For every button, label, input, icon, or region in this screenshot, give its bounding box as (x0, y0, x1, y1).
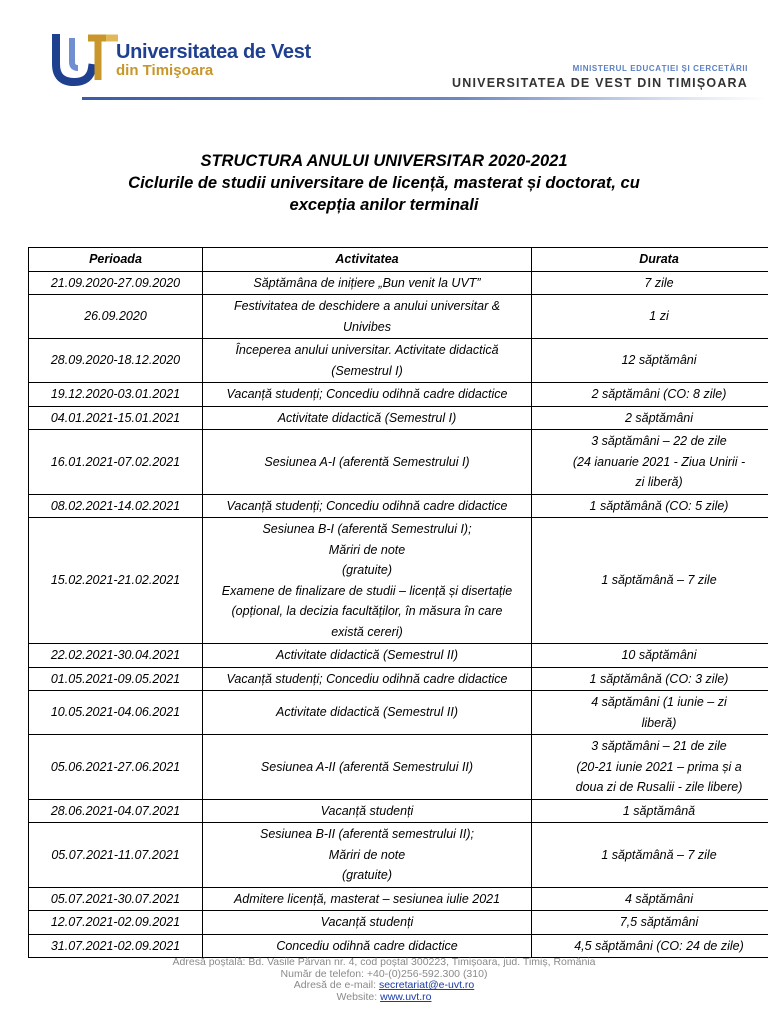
activity-line: Sesiunea B-I (aferentă Semestrului I); (262, 522, 472, 536)
table-row (29, 934, 768, 958)
activity-line: Sesiunea A-I (aferentă Semestrului I) (264, 454, 470, 469)
duration-cell (532, 295, 768, 339)
duration-line: 1 săptămână – 7 zile (601, 847, 717, 862)
period-cell: 26.09.2020 (29, 295, 203, 339)
activity-line: Admitere licență, masterat – sesiunea iulie 2021 (233, 891, 501, 906)
table-row (29, 644, 768, 668)
duration-line: 3 săptămâni – 22 de zile (591, 434, 727, 448)
duration-line: 2 săptămâni (624, 410, 694, 425)
duration-cell (532, 934, 768, 958)
period-cell: 01.05.2021-09.05.2021 (29, 667, 203, 691)
duration-cell (532, 430, 768, 495)
period-cell: 05.06.2021-27.06.2021 (29, 735, 203, 800)
page-header (0, 0, 768, 110)
period-cell: 10.05.2021-04.06.2021 (29, 691, 203, 735)
duration-line: (20-21 iunie 2021 – prima și a (576, 759, 742, 774)
period-cell: 31.07.2021-02.09.2021 (29, 934, 203, 958)
duration-cell (532, 887, 768, 911)
table-row (29, 406, 768, 430)
footer-address: Adresă poștală: Bd. Vasile Pârvan nr. 4, cod poștal 300223, Timișoara, jud. Timiș, România (172, 956, 596, 968)
activity-line: Măriri de note (328, 847, 406, 862)
duration-cell (532, 518, 768, 644)
schedule-table (28, 247, 768, 958)
period-cell: 19.12.2020-03.01.2021 (29, 383, 203, 407)
duration-line: doua zi de Rusalii - zile libere) (575, 780, 743, 794)
table-row (29, 691, 768, 735)
period-cell: 12.07.2021-02.09.2021 (29, 911, 203, 935)
activity-cell (203, 691, 532, 735)
duration-line: 12 săptămâni (621, 353, 697, 368)
activity-line: Univibes (343, 319, 391, 334)
activity-cell (203, 887, 532, 911)
duration-line: liberă) (641, 715, 677, 730)
duration-line: 4 săptămâni (1 iunie – zi (591, 695, 727, 709)
activity-cell (203, 799, 532, 823)
duration-line: 1 zi (649, 309, 669, 324)
activity-line: Măriri de note (328, 542, 406, 557)
table-row (29, 430, 768, 495)
table-body (29, 271, 768, 958)
university-name: Universitatea de Vest (116, 41, 311, 63)
duration-line: zi liberă) (635, 475, 683, 489)
activity-line: Vacanță studenți (320, 803, 414, 818)
activity-line: Sesiunea B-II (aferentă semestrului II); (260, 827, 474, 841)
header-divider (82, 97, 767, 100)
duration-line: 1 săptămână – 7 zile (601, 573, 717, 588)
duration-cell (532, 406, 768, 430)
period-cell: 28.09.2020-18.12.2020 (29, 339, 203, 383)
activity-line: Vacanță studenți; Concediu odihnă cadre didactice (226, 387, 508, 401)
header-duration: Durata (532, 248, 768, 272)
footer-email-label: Adresă de e-mail: (293, 979, 379, 991)
activity-cell (203, 295, 532, 339)
activity-cell (203, 911, 532, 935)
period-cell: 04.01.2021-15.01.2021 (29, 406, 203, 430)
activity-line: Vacanță studenți; Concediu odihnă cadre didactice (226, 498, 508, 513)
table-row (29, 823, 768, 888)
activity-line: Vacanță studenți; Concediu odihnă cadre didactice (226, 671, 508, 686)
website-link[interactable]: www.uvt.ro (380, 990, 432, 1003)
title-line-2: Ciclurile de studii universitare de licență, masterat și doctorat, cu (128, 174, 640, 192)
duration-line: 3 săptămâni – 21 de zile (591, 739, 727, 753)
activity-line: Examene de finalizare de studii – licență și disertație (221, 583, 513, 598)
activity-line: Festivitatea de deschidere a anului universitar & (233, 299, 501, 313)
activity-cell (203, 271, 532, 295)
table-row (29, 383, 768, 407)
duration-cell (532, 494, 768, 518)
activity-line: Sesiunea A-II (aferentă Semestrului II) (260, 759, 474, 774)
table-row (29, 339, 768, 383)
duration-line: 1 săptămână (622, 803, 696, 818)
duration-line: 2 săptămâni (CO: 8 zile) (591, 387, 727, 401)
activity-cell (203, 644, 532, 668)
activity-line: Activitate didactică (Semestrul II) (275, 705, 458, 720)
activity-cell (203, 735, 532, 800)
email-link[interactable]: secretariat@e-uvt.ro (378, 979, 475, 991)
table-row (29, 911, 768, 935)
duration-line: 10 săptămâni (621, 648, 697, 662)
activity-line: Concediu odihnă cadre didactice (276, 938, 458, 953)
activity-line: Activitate didactică (Semestrul II) (275, 648, 458, 662)
table-row (29, 295, 768, 339)
activity-cell (203, 667, 532, 691)
duration-cell (532, 271, 768, 295)
university-caps-name: UNIVERSITATEA DE VEST DIN TIMIȘOARA (452, 76, 748, 90)
footer-website-line (0, 992, 768, 1004)
activity-cell (203, 430, 532, 495)
duration-cell (532, 644, 768, 668)
duration-line: 4 săptămâni (624, 891, 694, 906)
table-row (29, 271, 768, 295)
period-cell: 22.02.2021-30.04.2021 (29, 644, 203, 668)
activity-line: (gratuite) (341, 563, 393, 577)
period-cell: 28.06.2021-04.07.2021 (29, 799, 203, 823)
table-header-row (29, 248, 768, 272)
table-row (29, 735, 768, 800)
duration-cell (532, 667, 768, 691)
page-footer (0, 957, 768, 1003)
activity-line: Începerea anului universitar. Activitate didactică (235, 343, 499, 357)
period-cell: 05.07.2021-11.07.2021 (29, 823, 203, 888)
activity-cell (203, 383, 532, 407)
duration-cell (532, 823, 768, 888)
activity-cell (203, 823, 532, 888)
duration-cell (532, 735, 768, 800)
period-cell: 16.01.2021-07.02.2021 (29, 430, 203, 495)
uvt-logo-icon (50, 30, 120, 86)
title-line-3: excepția anilor terminali (289, 196, 479, 214)
period-cell: 21.09.2020-27.09.2020 (29, 271, 203, 295)
activity-cell (203, 406, 532, 430)
duration-cell (532, 911, 768, 935)
document-title (0, 150, 768, 216)
activity-cell (203, 339, 532, 383)
duration-line: 7,5 săptămâni (619, 915, 699, 929)
activity-line: Vacanță studenți (320, 915, 414, 929)
period-cell: 15.02.2021-21.02.2021 (29, 518, 203, 644)
footer-website-label: Website: (336, 990, 381, 1003)
university-city: din Timişoara (116, 62, 214, 79)
footer-phone: Număr de telefon: +40-(0)256-592.300 (310) (280, 967, 488, 980)
duration-cell (532, 799, 768, 823)
ministry-name: MINISTERUL EDUCAȚIEI ȘI CERCETĂRII (572, 64, 748, 73)
duration-cell (532, 339, 768, 383)
duration-cell (532, 691, 768, 735)
table-row (29, 667, 768, 691)
activity-line: Activitate didactică (Semestrul I) (277, 410, 457, 425)
table-row (29, 799, 768, 823)
duration-line: 1 săptămână (CO: 3 zile) (589, 671, 729, 686)
period-cell: 05.07.2021-30.07.2021 (29, 887, 203, 911)
table-row (29, 887, 768, 911)
title-line-1: STRUCTURA ANULUI UNIVERSITAR 2020-2021 (200, 152, 568, 170)
activity-cell (203, 934, 532, 958)
activity-line: Săptămâna de inițiere „Bun venit la UVT” (253, 275, 481, 290)
header-period: Perioada (29, 248, 203, 272)
activity-cell (203, 494, 532, 518)
duration-line: 4,5 săptămâni (CO: 24 de zile) (574, 938, 744, 953)
table-row (29, 494, 768, 518)
duration-cell (532, 383, 768, 407)
duration-line: 1 săptămână (CO: 5 zile) (589, 498, 729, 513)
period-cell: 08.02.2021-14.02.2021 (29, 494, 203, 518)
activity-cell (203, 518, 532, 644)
activity-line: (gratuite) (341, 868, 393, 882)
header-activity: Activitatea (203, 248, 532, 272)
duration-line: (24 ianuarie 2021 - Ziua Unirii - (572, 454, 746, 469)
table-row (29, 518, 768, 644)
activity-line: (Semestrul I) (331, 363, 403, 378)
duration-line: 7 zile (644, 275, 674, 290)
activity-line: există cereri) (331, 624, 403, 639)
activity-line: (opțional, la decizia facultăților, în măsura în care (231, 604, 503, 618)
